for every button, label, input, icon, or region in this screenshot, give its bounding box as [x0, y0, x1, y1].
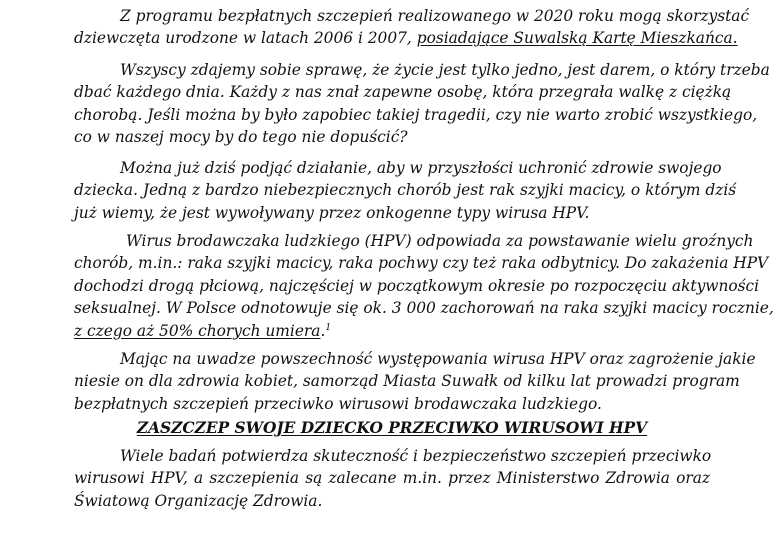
underlined-card-requirement: posiadające Suwalską Kartę Mieszkańca.	[416, 29, 738, 48]
paragraph-life-value	[74, 59, 770, 149]
text-line: Mając na uwadze powszechność występowania wirusa HPV oraz zagrożenie jakie	[120, 350, 756, 368]
text-line	[74, 27, 738, 49]
footnote-marker: 1	[325, 322, 332, 333]
text-line	[74, 320, 710, 342]
text-line: chorób, m.in.: raka szyjki macicy, raka pochwy czy też raka odbytnicy. Do zakażenia HPV	[74, 254, 769, 273]
text-line: Wszyscy zdajemy sobie sprawę, że życie jest tylko jedno, jest darem, o który trzeba	[120, 61, 770, 79]
paragraph-program-eligibility	[74, 5, 750, 50]
paragraph-city-program	[74, 348, 756, 415]
text-line: Wirus brodawczaka ludzkiego (HPV) odpowiada za powstawanie wielu groźnych	[126, 232, 754, 250]
text-line: wirusowi HPV, a szczepienia są zalecane m.in. przez Ministerstwo Zdrowia oraz	[74, 469, 710, 488]
section-heading: ZASZCZEP SWOJE DZIECKO PRZECIWKO WIRUSOWI HPV	[136, 419, 648, 437]
paragraph-hpv-description	[74, 230, 774, 342]
text-line: bezpłatnych szczepień przeciwko wirusowi brodawczaka ludzkiego.	[74, 394, 602, 413]
text-line: seksualnej. W Polsce odnotowuje się ok. 3 000 zachorowań na raka szyjki macicy rocznie,	[74, 299, 774, 318]
text-line: chorobą. Jeśli można by było zapobiec takiej tragedii, czy nie warto zrobić wszystkiego,	[74, 105, 758, 124]
text-line-start: dziewczęta urodzone w latach 2006 i 2007,	[74, 29, 417, 48]
text-line: niesie on dla zdrowia kobiet, samorząd Miasta Suwałk od kilku lat prowadzi program	[74, 372, 740, 391]
paragraph-vaccine-safety	[74, 445, 710, 512]
text-line: Światową Organizację Zdrowia.	[74, 491, 323, 510]
underlined-mortality-statement: z czego aż 50% chorych umiera	[74, 321, 321, 340]
sentence-end: .	[320, 321, 326, 340]
text-line: co w naszej mocy by do tego nie dopuścić?	[74, 128, 408, 147]
text-line: Z programu bezpłatnych szczepień realizowanego w 2020 roku mogą skorzystać	[120, 7, 750, 25]
paragraph-take-action	[74, 157, 737, 224]
text-line: dziecka. Jedną z bardzo niebezpiecznych chorób jest rak szyjki macicy, o którym dziś	[74, 181, 737, 200]
text-line: dochodzi drogą płciową, najczęściej w początkowym okresie po rozpoczęciu aktywności	[74, 276, 760, 295]
text-line: już wiemy, że jest wywoływany przez onkogenne typy wirusa HPV.	[74, 203, 590, 222]
text-line: Można już dziś podjąć działanie, aby w przyszłości uchronić zdrowie swojego	[120, 159, 722, 177]
text-line: dbać każdego dnia. Każdy z nas znał zapewne osobę, która przegrała walkę z ciężką	[74, 83, 732, 102]
text-line: Wiele badań potwierdza skuteczność i bezpieczeństwo szczepień przeciwko	[120, 447, 712, 465]
